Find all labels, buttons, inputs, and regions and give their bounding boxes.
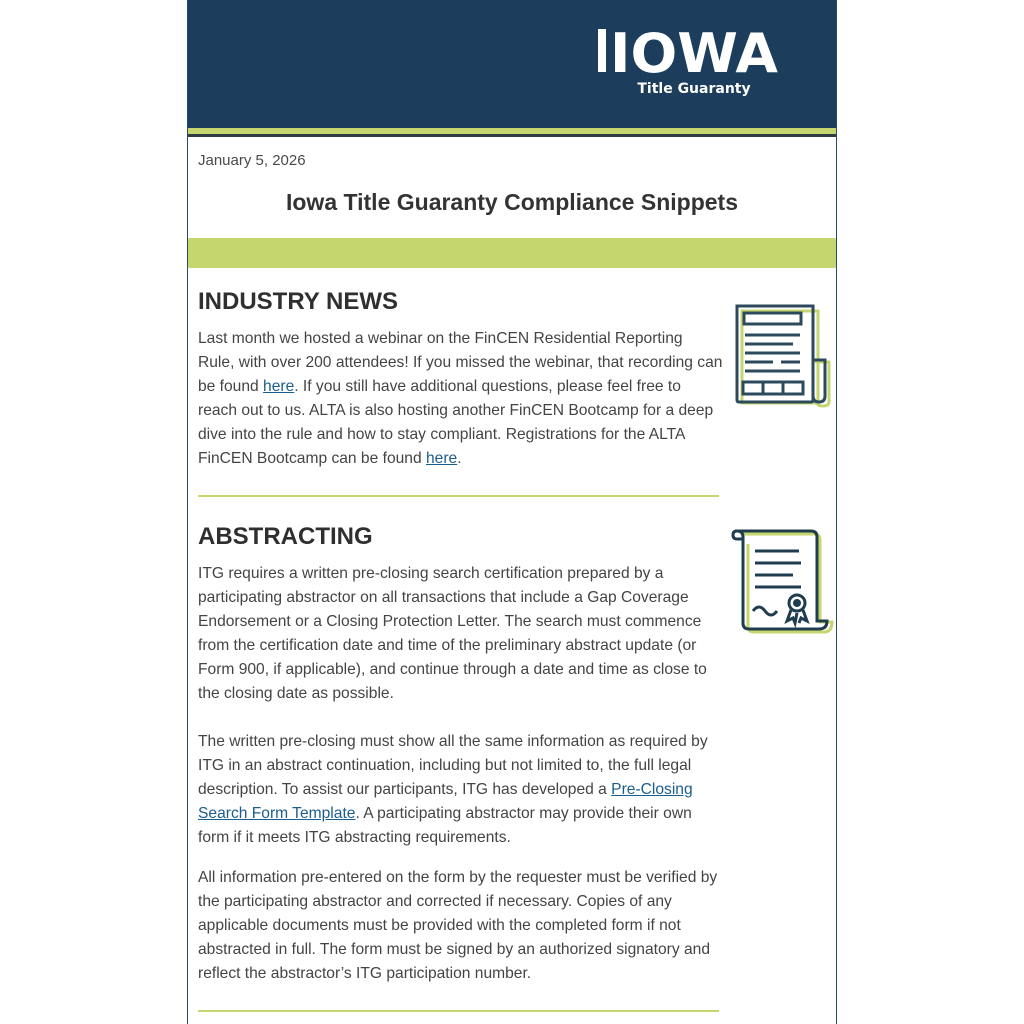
industry-news-paragraph [198, 327, 723, 471]
abstracting-heading: ABSTRACTING [198, 523, 373, 550]
abstracting-paragraph-2 [198, 730, 723, 850]
email-body [187, 0, 837, 1024]
header-divider [188, 134, 836, 137]
webinar-recording-link[interactable]: here [263, 378, 295, 395]
header-banner [188, 0, 836, 128]
abstracting-paragraph-1: ITG requires a written pre-closing search certification prepared by a participating abstractor on all transactions that include a Gap Coverage Endorsement or a Closing Protection Letter. The search must commence from the certification date and time of the preliminary abstract update (or Form 900, if applicable), and continue through a date and time as close to the closing date as possible. [198, 565, 707, 702]
abstracting-paragraph-3: All information pre-entered on the form by the requester must be verified by the participating abstractor and corrected if necessary. Copies of any applicable documents must be provided with the completed form if not abstracted in full. The form must be signed by an authorized signatory and reflect the abstractor’s ITG participation number. [198, 869, 718, 982]
industry-news-text-1: Last month we hosted a webinar on the FinCEN Residential Reporting Rule, with over 200 attendees! If you missed the webinar, that recording can be found [198, 330, 723, 395]
newsletter-date: January 5, 2026 [198, 152, 306, 169]
abstracting-text-2: . A participating abstractor may provide their own form if it meets ITG abstracting requirements. [198, 805, 692, 846]
title-accent-bar [188, 238, 836, 268]
section-divider-bottom [198, 1010, 719, 1012]
logo-text: IOWA [610, 25, 779, 85]
section-divider [198, 495, 719, 497]
newsletter-title: Iowa Title Guaranty Compliance Snippets [285, 189, 738, 215]
bootcamp-registration-link[interactable]: here [425, 450, 458, 467]
logo-subtitle: Title Guaranty [637, 81, 751, 97]
abstracting-text-1: The written pre-closing must show all the same information as required by ITG in an abstract continuation, including but not limited to, the full legal description. To assist our participants, ITG has developed a [198, 733, 708, 798]
industry-news-heading: INDUSTRY NEWS [198, 288, 399, 315]
pre-closing-form-link[interactable]: Pre-Closing Search Form Template [198, 781, 693, 822]
industry-news-text-3: . [457, 450, 462, 467]
industry-news-text-2: . If you still have additional questions, please feel free to reach out to us. ALTA is also hosting another FinCEN Bootcamp for a deep dive into the rule and how to stay compliant. Registrations for the ALTA FinCEN Bootcamp can be found [198, 378, 714, 467]
newspaper-icon [733, 302, 831, 408]
certificate-scroll-icon [731, 527, 835, 637]
